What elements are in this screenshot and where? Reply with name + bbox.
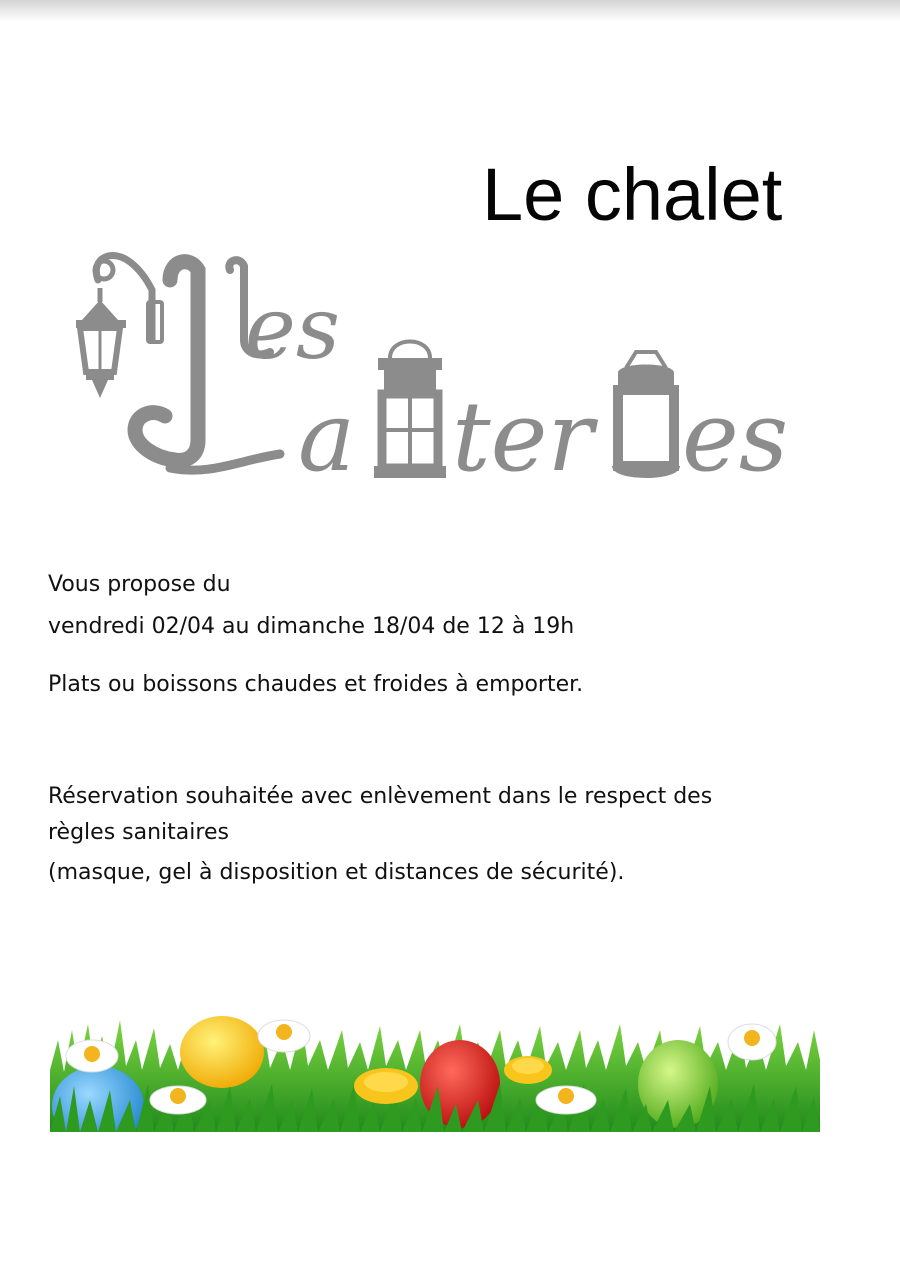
offer-line: Plats ou boissons chaudes et froides à emporter. bbox=[48, 672, 584, 697]
reservation-line: Réservation souhaitée avec enlèvement dans le respect des bbox=[48, 784, 713, 809]
daisy-icon bbox=[66, 1040, 118, 1072]
intro-line: Vous propose du bbox=[48, 572, 231, 597]
dates-line: vendredi 02/04 au dimanche 18/04 de 12 à 19h bbox=[48, 614, 575, 639]
dandelion-icon bbox=[354, 1068, 418, 1104]
daisy-icon bbox=[728, 1024, 776, 1060]
easter-banner bbox=[50, 1000, 820, 1132]
safety-measures-line: (masque, gel à disposition et distances de sécurité). bbox=[48, 860, 625, 885]
sanitary-line: règles sanitaires bbox=[48, 820, 229, 845]
svg-text:es: es bbox=[682, 381, 789, 493]
daisy-icon bbox=[150, 1086, 206, 1114]
svg-text:ter: ter bbox=[452, 381, 594, 493]
page-title: Le chalet bbox=[482, 153, 783, 236]
svg-text:es: es bbox=[245, 279, 341, 379]
logo bbox=[60, 240, 830, 510]
svg-text:a: a bbox=[298, 381, 356, 493]
daisy-icon bbox=[536, 1086, 596, 1114]
top-shadow bbox=[0, 0, 900, 22]
lantern-icon bbox=[612, 352, 680, 478]
dandelion-icon bbox=[504, 1056, 552, 1084]
wall-lantern-icon bbox=[76, 256, 162, 398]
yellow-egg-icon bbox=[180, 1016, 264, 1088]
lantern-icon bbox=[374, 342, 446, 479]
daisy-icon bbox=[258, 1020, 310, 1052]
